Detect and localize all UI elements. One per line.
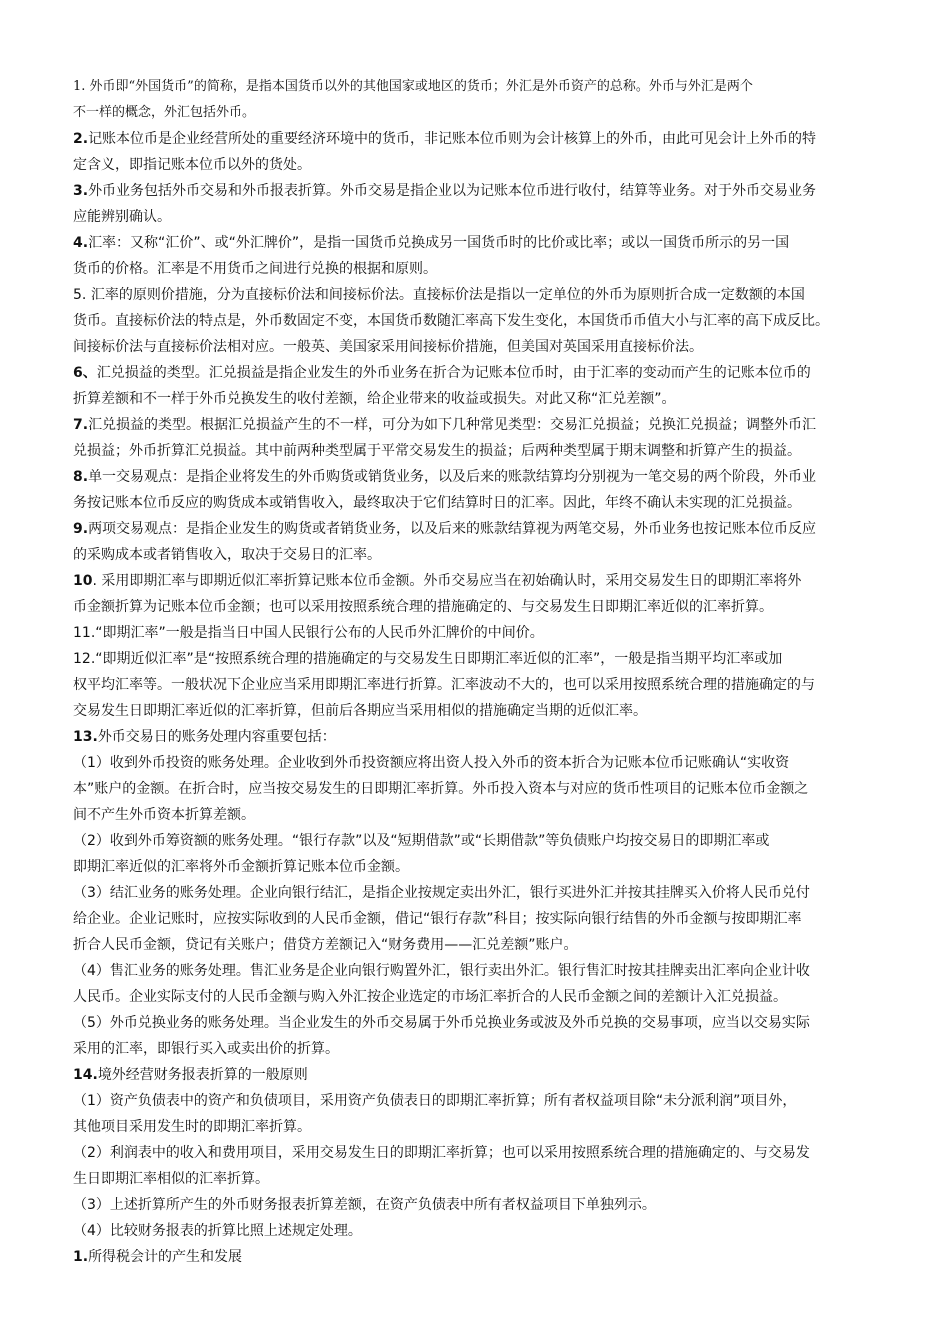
document-body xyxy=(73,74,885,1270)
paragraph-text: 汇兑损益的类型。汇兑损益是指企业发生的外币业务在折合为记账本位币时，由于汇率的变动而产生的记账本位币的 xyxy=(96,365,811,381)
paragraph-text: “即期汇率”一般是指当日中国人民银行公布的人民币外汇牌价的中间价。 xyxy=(95,625,544,641)
paragraph-text: 汇率：又称“汇价”、或“外汇牌价”，是指一国货币兑换成另一国货币时的比价或比率；或以一国货币所示的另一国 xyxy=(88,235,790,251)
paragraph xyxy=(73,1218,885,1244)
paragraph-line xyxy=(73,1244,885,1270)
paragraph-text: （3）上述折算所产生的外币财务报表折算差额，在资产负债表中所有者权益项目下单独列示。 xyxy=(73,1197,656,1213)
paragraph-line xyxy=(73,412,885,438)
paragraph-text: 不一样的概念，外汇包括外币。 xyxy=(73,105,256,120)
paragraph-line xyxy=(73,1192,885,1218)
paragraph-text: 给企业。企业记账时，应按实际收到的人民币金额，借记“银行存款”科目；按实际向银行结售的外币金额与按即期汇率 xyxy=(73,911,802,927)
paragraph-line xyxy=(73,750,885,776)
paragraph-text: （4）售汇业务的账务处理。售汇业务是企业向银行购置外汇，银行卖出外汇。银行售汇时按其挂牌卖出汇率向企业计收 xyxy=(73,963,810,979)
paragraph-text: 记账本位币是企业经营所处的重要经济环境中的货币，非记账本位币则为会计核算上的外币，由此可见会计上外币的特 xyxy=(88,131,817,147)
paragraph-number: 2. xyxy=(73,131,89,147)
paragraph-text: 所得税会计的产生和发展 xyxy=(88,1249,243,1265)
paragraph-line xyxy=(73,1218,885,1244)
paragraph-line xyxy=(73,672,885,698)
paragraph-line xyxy=(73,1036,885,1062)
paragraph xyxy=(73,646,885,724)
paragraph-line xyxy=(73,568,885,594)
paragraph xyxy=(73,958,885,1010)
paragraph-line xyxy=(73,1010,885,1036)
paragraph-text: 本”账户的金额。在折合时，应当按交易发生的日即期汇率折算。外币投入资本与对应的货币性项目的记账本位币金额之 xyxy=(73,781,809,797)
paragraph-line xyxy=(73,334,885,360)
paragraph-line xyxy=(73,724,885,750)
paragraph-number: 14. xyxy=(73,1067,98,1083)
paragraph xyxy=(73,1192,885,1218)
paragraph-line xyxy=(73,256,885,282)
paragraph-line xyxy=(73,126,885,152)
paragraph-number: 5 xyxy=(73,287,82,303)
paragraph-number: 1. xyxy=(73,79,86,94)
paragraph-text: 汇兑损益的类型。根据汇兑损益产生的不一样，可分为如下几种常见类型：交易汇兑损益；兑换汇兑损益；调整外币汇 xyxy=(88,417,817,433)
paragraph-line xyxy=(73,464,885,490)
paragraph-number: 7. xyxy=(73,417,89,433)
paragraph-text: （2）利润表中的收入和费用项目，采用交易发生日的即期汇率折算；也可以采用按照系统合理的措施确定的、与交易发 xyxy=(73,1145,810,1161)
paragraph-text: 外币交易日的账务处理内容重要包括： xyxy=(97,729,336,745)
paragraph-text: “即期近似汇率”是“按照系统合理的措施确定的与交易发生日即期汇率近似的汇率”，一般是指当期平均汇率或加 xyxy=(95,651,783,667)
paragraph-text: 外币即“外国货币”的简称，是指本国货币以外的其他国家或地区的货币；外汇是外币资产的总称。外币与外汇是两个 xyxy=(85,79,753,94)
paragraph-text: （2）收到外币筹资额的账务处理。“银行存款”以及“短期借款”或“长期借款”等负债账户均按交易日的即期汇率或 xyxy=(73,833,770,849)
paragraph-line xyxy=(73,1166,885,1192)
paragraph-line xyxy=(73,958,885,984)
paragraph-text: 人民币。企业实际支付的人民币金额与购入外汇按企业选定的市场汇率折合的人民币金额之间的差额计入汇兑损益。 xyxy=(73,989,787,1005)
paragraph xyxy=(73,464,885,516)
paragraph-line xyxy=(73,1088,885,1114)
paragraph-line xyxy=(73,438,885,464)
paragraph-text: 单一交易观点：是指企业将发生的外币购货或销货业务，以及后来的账款结算均分别视为一笔交易的两个阶段，外币业 xyxy=(88,469,817,485)
paragraph-line xyxy=(73,1140,885,1166)
paragraph xyxy=(73,230,885,282)
paragraph-text: （1）收到外币投资的账务处理。企业收到外币投资额应将出资人投入外币的资本折合为记账本位币记账确认“实收资 xyxy=(73,755,790,771)
paragraph-line xyxy=(73,932,885,958)
paragraph-line xyxy=(73,906,885,932)
paragraph-text: 外币业务包括外币交易和外币报表折算。外币交易是指企业以为记账本位币进行收付，结算等业务。对于外币交易业务 xyxy=(88,183,817,199)
paragraph-text: 交易发生日即期汇率近似的汇率折算，但前后各期应当采用相似的措施确定当期的近似汇率。 xyxy=(73,703,647,719)
paragraph xyxy=(73,828,885,880)
paragraph xyxy=(73,516,885,568)
paragraph-number: 1. xyxy=(73,1249,89,1265)
paragraph-line xyxy=(73,802,885,828)
paragraph-number: 3. xyxy=(73,183,89,199)
paragraph-text: 间不产生外币资本折算差额。 xyxy=(73,807,255,823)
paragraph-text: 两项交易观点：是指企业发生的购货或者销货业务，以及后来的账款结算视为两笔交易，外币业务也按记账本位币反应 xyxy=(88,521,817,537)
paragraph-number: 10 xyxy=(73,573,93,589)
paragraph xyxy=(73,1010,885,1062)
paragraph-text: 权平均汇率等。一般状况下企业应当采用即期汇率进行折算。汇率波动不大的，也可以采用按照系统合理的措施确定的与 xyxy=(73,677,815,693)
paragraph-text: 境外经营财务报表折算的一般原则 xyxy=(97,1067,308,1083)
paragraph-line xyxy=(73,698,885,724)
paragraph xyxy=(73,412,885,464)
paragraph-number: 12. xyxy=(73,651,96,667)
paragraph-text: （1）资产负债表中的资产和负债项目，采用资产负债表日的即期汇率折算；所有者权益项目除“未分派利润”项目外， xyxy=(73,1093,797,1109)
paragraph-text: 兑损益；外币折算汇兑损益。其中前两种类型属于平常交易发生的损益；后两种类型属于期末调整和折算产生的损益。 xyxy=(73,443,801,459)
paragraph-line xyxy=(73,178,885,204)
paragraph-line xyxy=(73,230,885,256)
paragraph-text: 即期汇率近似的汇率将外币金额折算记账本位币金额。 xyxy=(73,859,409,875)
paragraph-text: 务按记账本位币反应的购货成本或销售收入，最终取决于它们结算时日的汇率。因此，年终不确认未实现的汇兑损益。 xyxy=(73,495,801,511)
paragraph xyxy=(73,282,885,360)
paragraph-line xyxy=(73,646,885,672)
paragraph-line xyxy=(73,828,885,854)
paragraph xyxy=(73,724,885,750)
paragraph xyxy=(73,568,885,620)
paragraph-line xyxy=(73,152,885,178)
paragraph-text: （5）外币兑换业务的账务处理。当企业发生的外币交易属于外币兑换业务或波及外币兑换的交易事项，应当以交易实际 xyxy=(73,1015,810,1031)
paragraph-line xyxy=(73,204,885,230)
paragraph xyxy=(73,750,885,828)
paragraph-text: . 汇率的原则价措施，分为直接标价法和间接标价法。直接标价法是指以一定单位的外币为原则折合成一定数额的本国 xyxy=(81,287,805,303)
paragraph-text: （4）比较财务报表的折算比照上述规定处理。 xyxy=(73,1223,362,1239)
paragraph-text: 生日即期汇率相似的汇率折算。 xyxy=(73,1171,269,1187)
paragraph-text: 折算差额和不一样于外币兑换发生的收付差额，给企业带来的收益或损失。对此又称“汇兑差额”。 xyxy=(73,391,676,407)
paragraph-line xyxy=(73,74,885,100)
paragraph-text: 应能辨别确认。 xyxy=(73,209,171,225)
paragraph xyxy=(73,1140,885,1192)
paragraph-line xyxy=(73,490,885,516)
paragraph-text: 货币的价格。汇率是不用货币之间进行兑换的根据和原则。 xyxy=(73,261,437,277)
paragraph-line xyxy=(73,620,885,646)
paragraph-number: 6、 xyxy=(73,365,97,381)
paragraph-number: 4. xyxy=(73,235,89,251)
paragraph-line xyxy=(73,516,885,542)
paragraph-line xyxy=(73,542,885,568)
paragraph xyxy=(73,620,885,646)
paragraph-text: 的采购成本或者销售收入，取决于交易日的汇率。 xyxy=(73,547,381,563)
paragraph xyxy=(73,360,885,412)
paragraph-line xyxy=(73,308,885,334)
paragraph-line xyxy=(73,100,885,126)
paragraph xyxy=(73,1088,885,1140)
paragraph-line xyxy=(73,1062,885,1088)
paragraph-line xyxy=(73,776,885,802)
paragraph-line xyxy=(73,360,885,386)
paragraph xyxy=(73,74,885,126)
paragraph xyxy=(73,178,885,230)
paragraph-line xyxy=(73,854,885,880)
paragraph-text: 货币。直接标价法的特点是，外币数固定不变，本国货币数随汇率高下发生变化，本国货币币值大小与汇率的高下成反比。 xyxy=(73,313,829,329)
paragraph-text: 定含义，即指记账本位币以外的货处。 xyxy=(73,157,311,173)
paragraph-number: 11. xyxy=(73,625,96,641)
paragraph-line xyxy=(73,386,885,412)
paragraph-line xyxy=(73,594,885,620)
paragraph-line xyxy=(73,282,885,308)
paragraph-number: 9. xyxy=(73,521,89,537)
paragraph xyxy=(73,126,885,178)
paragraph-line xyxy=(73,880,885,906)
paragraph-text: 币金额折算为记账本位币金额；也可以采用按照系统合理的措施确定的、与交易发生日即期汇率近似的汇率折算。 xyxy=(73,599,773,615)
paragraph-number: 13. xyxy=(73,729,98,745)
paragraph-text: 间接标价法与直接标价法相对应。一般英、美国家采用间接标价措施，但美国对英国采用直接标价法。 xyxy=(73,339,703,355)
paragraph-text: 折合人民币金额，贷记有关账户；借贷方差额记入“财务费用——汇兑差额”账户。 xyxy=(73,937,578,953)
paragraph xyxy=(73,1244,885,1270)
paragraph-text: . 采用即期汇率与即期近似汇率折算记账本位币金额。外币交易应当在初始确认时，采用交易发生日的即期汇率将外 xyxy=(92,573,802,589)
paragraph xyxy=(73,1062,885,1088)
paragraph-text: 采用的汇率，即银行买入或卖出价的折算。 xyxy=(73,1041,339,1057)
paragraph-number: 8. xyxy=(73,469,89,485)
paragraph-line xyxy=(73,1114,885,1140)
paragraph-line xyxy=(73,984,885,1010)
paragraph-text: （3）结汇业务的账务处理。企业向银行结汇，是指企业按规定卖出外汇，银行买进外汇并按其挂牌买入价将人民币兑付 xyxy=(73,885,810,901)
paragraph xyxy=(73,880,885,958)
paragraph-text: 其他项目采用发生时的即期汇率折算。 xyxy=(73,1119,311,1135)
